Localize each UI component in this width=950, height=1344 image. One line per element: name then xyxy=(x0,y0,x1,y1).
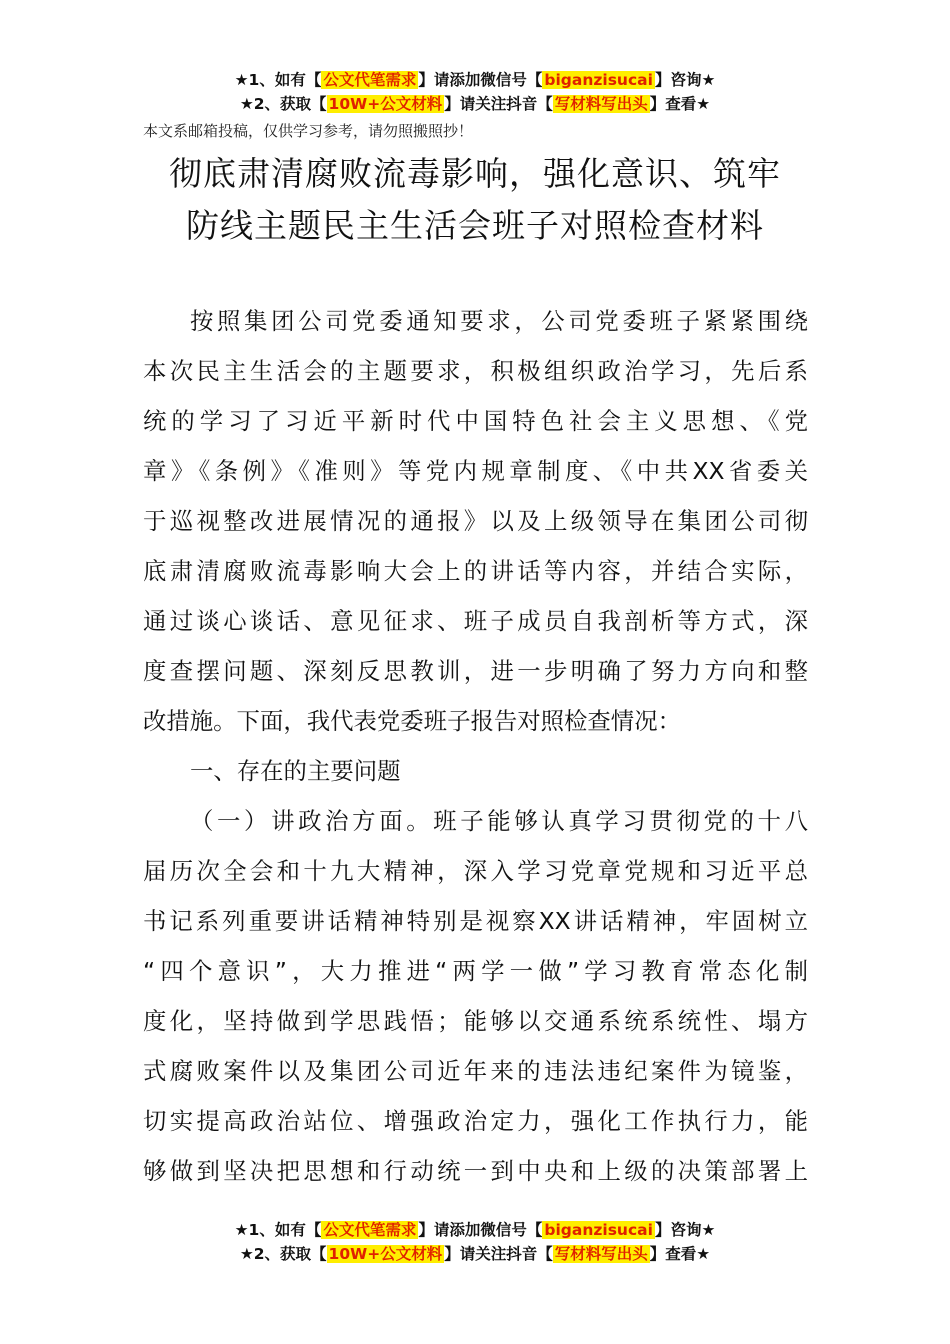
promo-header xyxy=(0,68,950,116)
body-line: 届历次全会和十九大精神，深入学习党章党规和习近平总 xyxy=(143,857,808,885)
title-line-2: 防线主题民主生活会班子对照检查材料 xyxy=(186,206,764,245)
promo-text: 】查看★ xyxy=(649,95,711,113)
promo-text: ★1、如有【 xyxy=(234,71,322,89)
promo-highlight: 写材料写出头 xyxy=(554,95,648,113)
body-line: 切实提高政治站位、增强政治定力，强化工作执行力，能 xyxy=(143,1107,808,1135)
promo-text: 】请添加微信号【 xyxy=(418,71,543,89)
body-line: 本次民主生活会的主题要求，积极组织政治学习，先后系 xyxy=(143,357,808,385)
promo-line-1 xyxy=(0,1218,950,1242)
body-line: 够做到坚决把思想和行动统一到中央和上级的决策部署上 xyxy=(143,1157,808,1185)
promo-line-1 xyxy=(0,68,950,92)
promo-highlight: biganzisucai xyxy=(544,71,653,89)
body-line: （一）讲政治方面。班子能够认真学习贯彻党的十八 xyxy=(190,807,808,835)
promo-text: 】查看★ xyxy=(649,1245,711,1263)
body-line: 度查摆问题、深刻反思教训，进一步明确了努力方向和整 xyxy=(143,657,808,685)
promo-highlight: 10W+公文材料 xyxy=(328,95,443,113)
section-heading: 一、存在的主要问题 xyxy=(190,757,401,785)
promo-line-2 xyxy=(0,1242,950,1266)
body-line: 式腐败案件以及集团公司近年来的违法违纪案件为镜鉴， xyxy=(143,1057,808,1085)
body-line: 于巡视整改进展情况的通报》以及上级领导在集团公司彻 xyxy=(143,507,808,535)
promo-text: 】咨询★ xyxy=(654,71,716,89)
body-line: 度化，坚持做到学思践悟；能够以交通系统系统性、塌方 xyxy=(143,1007,808,1035)
document-title xyxy=(0,148,950,252)
promo-text: ★2、获取【 xyxy=(239,95,327,113)
promo-highlight: biganzisucai xyxy=(544,1221,653,1239)
document-body xyxy=(143,296,808,1196)
promo-line-2 xyxy=(0,92,950,116)
promo-highlight: 10W+公文材料 xyxy=(328,1245,443,1263)
promo-text: ★2、获取【 xyxy=(239,1245,327,1263)
promo-footer xyxy=(0,1218,950,1266)
body-line: 章》《条例》《准则》等党内规章制度、《中共XX省委关 xyxy=(143,457,808,485)
promo-highlight: 公文代笔需求 xyxy=(323,1221,417,1239)
title-line-1: 彻底肃清腐败流毒影响，强化意识、筑牢 xyxy=(169,154,781,193)
body-line: 改措施。下面，我代表党委班子报告对照检查情况： xyxy=(143,707,681,735)
promo-text: 】请添加微信号【 xyxy=(418,1221,543,1239)
body-line: 底肃清腐败流毒影响大会上的讲话等内容，并结合实际， xyxy=(143,557,808,585)
promo-text: 】咨询★ xyxy=(654,1221,716,1239)
body-line: 通过谈心谈话、意见征求、班子成员自我剖析等方式，深 xyxy=(143,607,808,635)
body-line: “四个意识”，大力推进“两学一做”学习教育常态化制 xyxy=(143,957,808,985)
body-line: 统的学习了习近平新时代中国特色社会主义思想、《党 xyxy=(143,407,808,435)
promo-text: 】请关注抖音【 xyxy=(444,95,553,113)
notice-text: 本文系邮箱投稿，仅供学习参考，请勿照搬照抄！ xyxy=(143,122,474,140)
promo-text: 】请关注抖音【 xyxy=(444,1245,553,1263)
body-line: 书记系列重要讲话精神特别是视察XX讲话精神，牢固树立 xyxy=(143,907,808,935)
promo-highlight: 公文代笔需求 xyxy=(323,71,417,89)
promo-highlight: 写材料写出头 xyxy=(554,1245,648,1263)
body-line: 按照集团公司党委通知要求，公司党委班子紧紧围绕 xyxy=(190,307,808,335)
promo-text: ★1、如有【 xyxy=(234,1221,322,1239)
